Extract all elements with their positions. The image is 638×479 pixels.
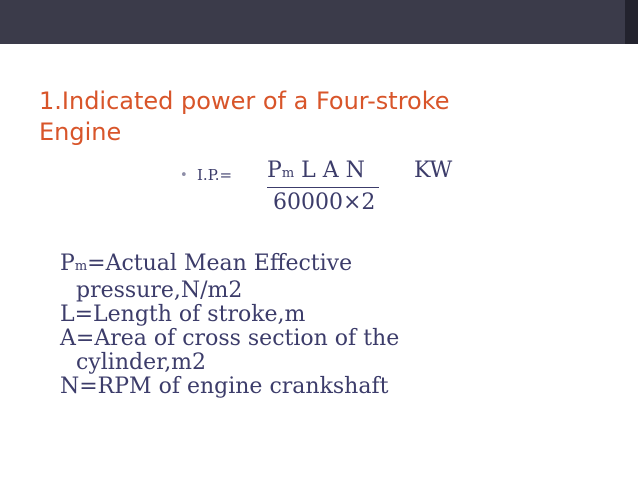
formula-denominator: 60000×2 — [273, 190, 376, 215]
definition-pm-continued — [60, 279, 620, 303]
formula-numerator — [267, 158, 379, 188]
pm-text-line-2: pressure,N/m2 — [76, 278, 243, 303]
definition-a-continued — [60, 351, 620, 375]
slide-title — [39, 86, 599, 148]
definition-a: A=Area of cross section of the — [60, 326, 400, 351]
slide-title-line-1: 1.Indicated power of a Four-stroke — [39, 87, 450, 115]
formula-label: I.P.= — [197, 166, 233, 184]
formula-unit: KW — [414, 158, 453, 183]
numerator-rest: L A N — [301, 158, 365, 183]
bullet-icon: • — [180, 168, 188, 183]
top-bar-accent — [625, 0, 638, 44]
pm-subscript: m — [74, 259, 88, 274]
definition-pm — [60, 252, 620, 279]
definitions-list — [60, 252, 620, 399]
numerator-subscript: m — [281, 166, 295, 181]
top-bar — [0, 0, 638, 44]
definition-n: N=RPM of engine crankshaft — [60, 374, 389, 399]
definition-l: L=Length of stroke,m — [60, 302, 306, 327]
pm-text: =Actual Mean Effective — [87, 251, 353, 276]
slide-title-line-2: Engine — [39, 118, 122, 146]
ip-formula — [180, 158, 540, 228]
a-text-line-2: cylinder,m2 — [76, 350, 207, 375]
numerator-p: P — [267, 158, 282, 183]
pm-symbol: P — [60, 251, 75, 276]
